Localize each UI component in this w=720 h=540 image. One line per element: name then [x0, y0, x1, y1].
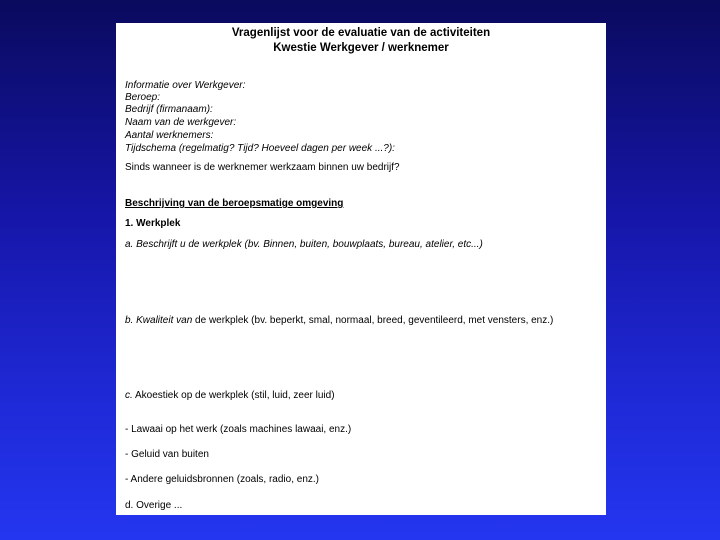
question-employment-since: Sinds wanneer is de werknemer werkzaam binnen uw bedrijf? [125, 162, 400, 173]
bullet-other-noise-sources: - Andere geluidsbronnen (zoals, radio, enz.) [125, 474, 320, 485]
item-c-text: Akoestiek op de werkplek (stil, luid, zeer luid) [132, 390, 335, 401]
employer-info-heading: Informatie over Werkgever: [125, 80, 246, 91]
field-company: Bedrijf (firmanaam): [125, 104, 213, 115]
field-schedule: Tijdschema (regelmatig? Tijd? Hoeveel dagen per week ...?): [125, 143, 395, 154]
bullet-outside-noise: - Geluid van buiten [125, 449, 209, 460]
item-b-workplace-quality [125, 315, 553, 327]
field-employee-count: Aantal werknemers: [125, 130, 214, 141]
document-subtitle: Kwestie Werkgever / werknemer [273, 42, 449, 54]
bullet-work-noise: - Lawaai op het werk (zoals machines lawaai, enz.) [125, 424, 352, 435]
item-c-acoustics [125, 390, 335, 402]
document-title: Vragenlijst voor de evaluatie van de activiteiten [231, 27, 491, 39]
field-occupation: Beroep: [125, 92, 161, 103]
subsection-heading: 1. Werkplek [125, 218, 181, 229]
item-a-workplace-description: a. Beschrijft u de werkplek (bv. Binnen, buiten, bouwplaats, bureau, atelier, etc...) [125, 239, 483, 250]
item-c-italic: c. [125, 390, 133, 401]
item-b-text: de werkplek (bv. beperkt, smal, normaal, breed, geventileerd, met vensters, enz.) [192, 315, 554, 326]
item-d-other: d. Overige ... [125, 500, 183, 511]
field-employer-name: Naam van de werkgever: [125, 117, 237, 128]
section-heading: Beschrijving van de beroepsmatige omgeving [125, 198, 344, 209]
item-b-italic: b. Kwaliteit van [125, 315, 193, 326]
questionnaire-document [116, 23, 606, 515]
